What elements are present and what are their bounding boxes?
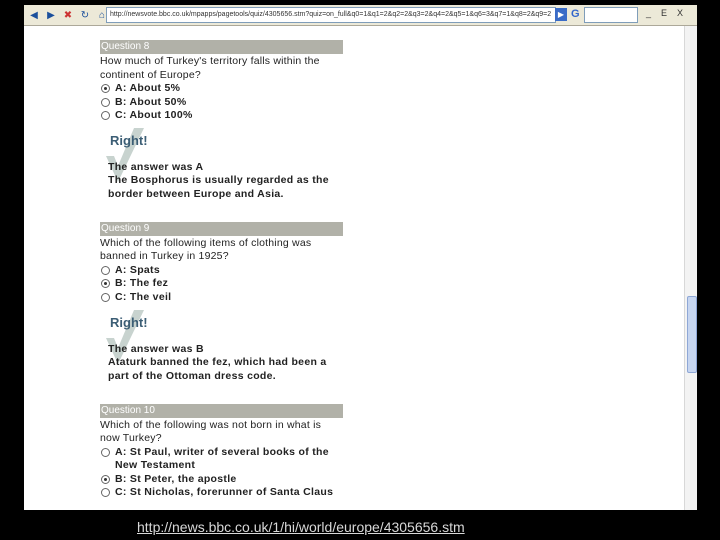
home-icon[interactable]: ⌂: [98, 9, 106, 21]
vertical-scrollbar[interactable]: [684, 26, 697, 510]
quiz-content: [100, 40, 343, 500]
question-header: Question 9: [100, 222, 343, 236]
answer-feedback: [100, 123, 343, 222]
explanation-text: Ataturk banned the fez, which had been a part of the Ottoman dress code.: [108, 356, 327, 382]
radio-button[interactable]: [101, 488, 110, 497]
search-input[interactable]: [584, 7, 638, 23]
stop-icon[interactable]: ✖: [63, 9, 73, 21]
browser-window: [24, 5, 697, 510]
close-button[interactable]: X: [677, 8, 684, 18]
question-block: [100, 40, 343, 222]
answer-option[interactable]: [100, 473, 343, 487]
back-icon[interactable]: ◀: [30, 9, 38, 21]
radio-button[interactable]: [101, 448, 110, 457]
answer-option[interactable]: [100, 446, 343, 473]
answer-option[interactable]: [100, 486, 343, 500]
answer-feedback: [100, 305, 343, 404]
radio-button-selected[interactable]: [101, 475, 110, 484]
option-label: B: About 50%: [115, 95, 187, 108]
question-text: Which of the following items of clothing was banned in Turkey in 1925?: [100, 236, 312, 263]
option-label: B: The fez: [115, 277, 169, 290]
option-label: A: St Paul, writer of several books of the New Testament: [115, 445, 329, 472]
option-label: C: About 100%: [115, 109, 193, 122]
answer-option[interactable]: [100, 264, 343, 278]
explanation-text: The Bosphorus is usually regarded as the border between Europe and Asia.: [108, 174, 329, 200]
google-icon: G: [571, 8, 580, 20]
minimize-button[interactable]: _: [646, 8, 652, 18]
question-text: Which of the following was not born in what is now Turkey?: [100, 418, 322, 445]
option-label: A: Spats: [115, 263, 160, 276]
radio-button[interactable]: [101, 111, 110, 120]
question-block: [100, 404, 343, 500]
answer-explanation: [100, 343, 343, 384]
question-header: Question 8: [100, 40, 343, 54]
answer-option[interactable]: [100, 82, 343, 96]
answer-option[interactable]: [100, 96, 343, 110]
option-label: B: St Peter, the apostle: [115, 472, 237, 485]
browser-toolbar: [24, 5, 697, 26]
radio-button[interactable]: [101, 293, 110, 302]
address-bar[interactable]: http://newsvote.bbc.co.uk/mpapps/pagetools/quiz/4305656.stm?quiz=on_full&q0=1&q1=2&q2=2&q3=2&q4=2&q5=1&q6=3&q7=1&q8=2&q9=2: [106, 7, 556, 23]
radio-button-selected[interactable]: [101, 279, 110, 288]
source-link[interactable]: http://news.bbc.co.uk/1/hi/world/europe/4305656.stm: [137, 519, 465, 535]
question-header: Question 10: [100, 404, 343, 418]
option-label: C: St Nicholas, forerunner of Santa Claus: [115, 486, 334, 499]
option-label: C: The veil: [115, 290, 172, 303]
result-label: Right!: [110, 132, 148, 148]
go-button[interactable]: ▶: [555, 8, 567, 21]
maximize-button[interactable]: E: [661, 8, 668, 18]
correct-answer-text: The answer was A: [108, 160, 204, 173]
question-block: [100, 222, 343, 404]
answer-option[interactable]: [100, 277, 343, 291]
radio-button[interactable]: [101, 98, 110, 107]
answer-explanation: [100, 161, 343, 202]
option-label: A: About 5%: [115, 82, 181, 94]
correct-answer-text: The answer was B: [108, 342, 204, 355]
refresh-icon[interactable]: ↻: [80, 9, 90, 21]
window-controls: [646, 8, 683, 18]
result-label: Right!: [110, 314, 148, 330]
scrollbar-thumb[interactable]: [687, 296, 697, 373]
question-text: How much of Turkey's territory falls within the continent of Europe?: [100, 55, 320, 81]
forward-icon[interactable]: ▶: [47, 9, 55, 21]
answer-option[interactable]: [100, 291, 343, 305]
radio-button-selected[interactable]: [101, 84, 110, 93]
answer-option[interactable]: [100, 109, 343, 123]
radio-button[interactable]: [101, 266, 110, 275]
